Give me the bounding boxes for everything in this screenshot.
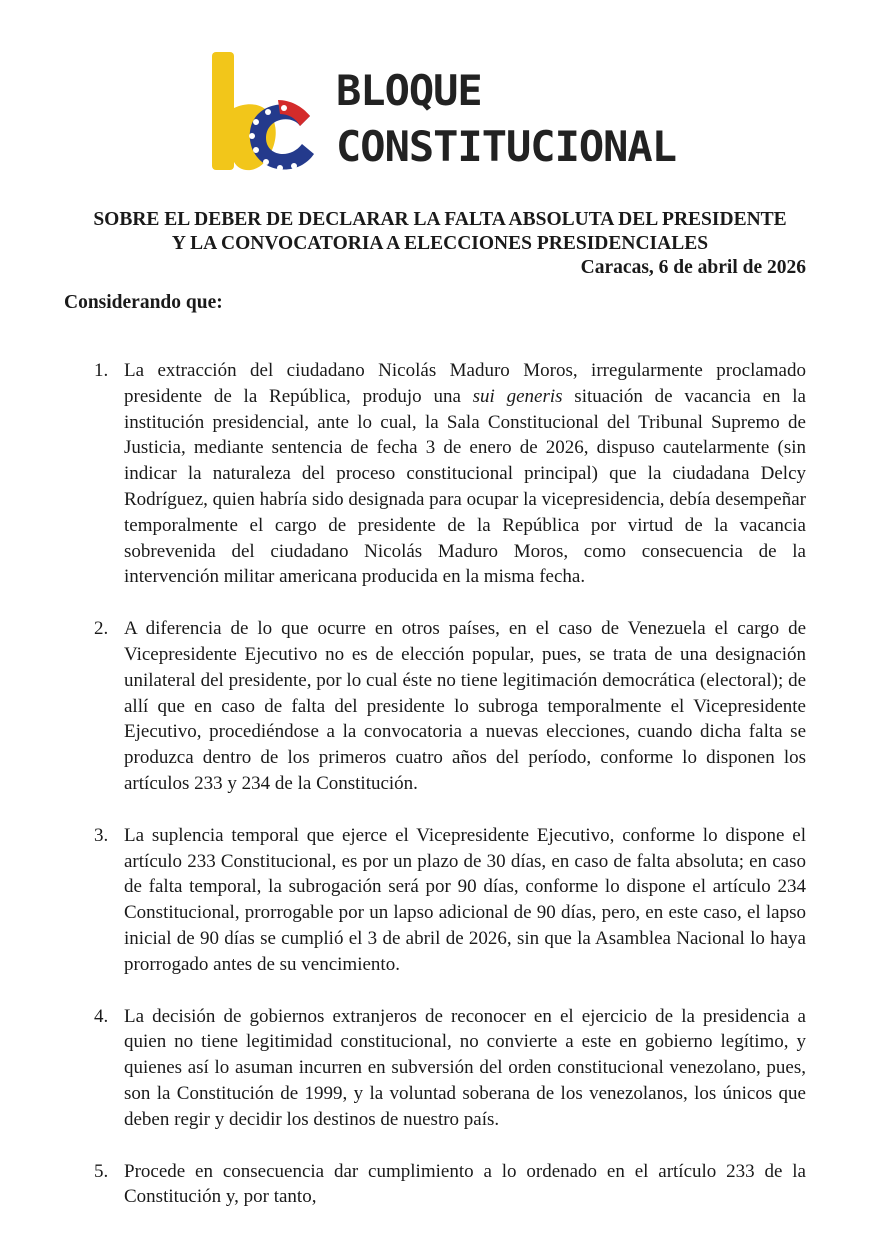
list-item bbox=[88, 1004, 806, 1133]
item-number: 2. bbox=[94, 618, 109, 640]
item-number: 5. bbox=[94, 1160, 109, 1182]
bc-monogram-icon bbox=[206, 50, 331, 190]
brand-line-1: BLOQUE bbox=[336, 66, 482, 115]
brand-wordmark bbox=[336, 66, 677, 171]
brand-line-2: CONSTITUCIONAL bbox=[336, 122, 677, 171]
item-text: A diferencia de lo que ocurre en otros países, en el caso de Venezuela el cargo de Vicepresidente Ejecutivo no es de elección popular, pues, se trata de una designación unilateral del presidente, por lo cual éste no tiene legitimación democrática (electoral); de allí que en caso de falta del presidente lo subroga temporalmente el Vicepresidente Ejecutivo, procediéndose a la convocatoria a nuevas elecciones, cuando dicha falta se produzca dentro de los primeros cuatro años del período, conforme lo disponen los artículos 233 y 234 de la Constitución. bbox=[124, 618, 806, 794]
list-item bbox=[88, 1159, 806, 1211]
considerando-heading: Considerando que: bbox=[64, 292, 223, 313]
item-number: 3. bbox=[94, 824, 109, 846]
list-item bbox=[88, 823, 806, 978]
title-line-2: Y LA CONVOCATORIA A ELECCIONES PRESIDENCIALES bbox=[171, 233, 709, 254]
document-title bbox=[40, 208, 840, 256]
item-text: La decisión de gobiernos extranjeros de reconocer en el ejercicio de la presidencia a quien no tiene legitimidad constitucional, no convierte a este en gobierno legítimo, y quienes así lo asuman incurren en subversión del orden constitucional venezolano, pues, son la Constitución de 1999, y la voluntad soberana de los venezolanos, los únicos que deben regir y decidir los destinos de nuestro país. bbox=[124, 1005, 806, 1130]
bloque-constitucional-logo bbox=[206, 50, 677, 190]
item-text: La extracción del ciudadano Nicolás Maduro Moros, irregularmente proclamado presidente de la República, produjo una sui generis situación de vacancia en la institución presidencial, ante lo cual, la Sala Constitucional del Tribunal Supremo de Justicia, mediante sentencia de fecha 3 de enero de 2026, dispuso cautelarmente (sin indicar la naturaleza del proceso constitucional principal) que la ciudadana Delcy Rodríguez, quien habría sido designada para ocupar la vicepresidencia, debía desempeñar temporalmente el cargo de presidente de la República por virtud de la vacancia sobrevenida del ciudadano Nicolás Maduro Moros, como consecuencia de la intervención militar americana producida en la misma fecha. bbox=[124, 360, 806, 588]
item-number: 4. bbox=[94, 1005, 109, 1027]
item-number: 1. bbox=[94, 360, 109, 381]
list-item bbox=[88, 616, 806, 797]
list-item bbox=[88, 358, 806, 590]
item-text: Procede en consecuencia dar cumplimiento a lo ordenado en el artículo 233 de la Constitución y, por tanto, bbox=[124, 1160, 806, 1208]
title-line-1: SOBRE EL DEBER DE DECLARAR LA FALTA ABSOLUTA DEL PRESIDENTE bbox=[93, 209, 787, 230]
item-text: La suplencia temporal que ejerce el Vicepresidente Ejecutivo, conforme lo dispone el artículo 233 Constitucional, es por un plazo de 30 días, en caso de falta absoluta; en caso de falta temporal, la subrogación será por 90 días, conforme lo dispone el artículo 234 Constitucional, prorrogable por un lapso adicional de 90 días, pero, en este caso, el lapso inicial de 90 días se cumplió el 3 de abril de 2026, sin que la Asamblea Nacional lo haya prorrogado antes de su vencimiento. bbox=[124, 824, 806, 975]
considerations-list bbox=[88, 358, 806, 1236]
dateline: Caracas, 6 de abril de 2026 bbox=[580, 257, 806, 278]
